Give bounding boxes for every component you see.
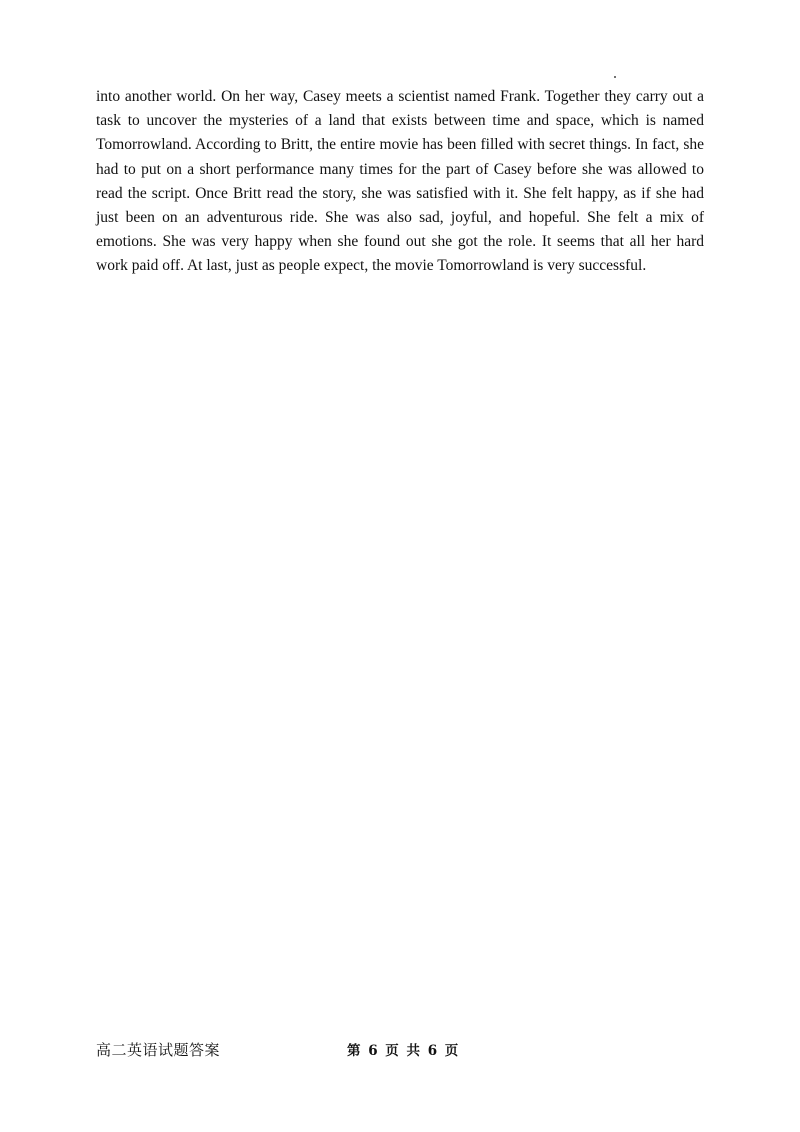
paragraph-line: task to uncover the mysteries of a land that exists between time and space, which is named	[96, 112, 704, 130]
paragraph-line: work paid off. At last, just as people expect, the movie Tomorrowland is very successful.	[96, 257, 647, 275]
paragraph-line: Tomorrowland. According to Britt, the entire movie has been filled with secret things. In fact, she	[96, 136, 704, 154]
page-number: 第 6 页 共 6 页	[347, 1043, 459, 1059]
paragraph-line: emotions. She was very happy when she found out she got the role. It seems that all her hard	[96, 233, 704, 251]
paragraph-line: into another world. On her way, Casey meets a scientist named Frank. Together they carry out a	[96, 88, 704, 105]
scan-speck	[614, 76, 616, 78]
footer-title: 高二英语试题答案	[96, 1041, 221, 1059]
body-paragraph	[96, 85, 704, 279]
paragraph-line: had to put on a short performance many times for the part of Casey before she was allowed to	[96, 160, 704, 178]
paragraph-line: just been on an adventurous ride. She was also sad, joyful, and hopeful. She felt a mix of	[96, 209, 704, 227]
paragraph-line: read the script. Once Britt read the story, she was satisfied with it. She felt happy, as if she had	[96, 184, 704, 202]
